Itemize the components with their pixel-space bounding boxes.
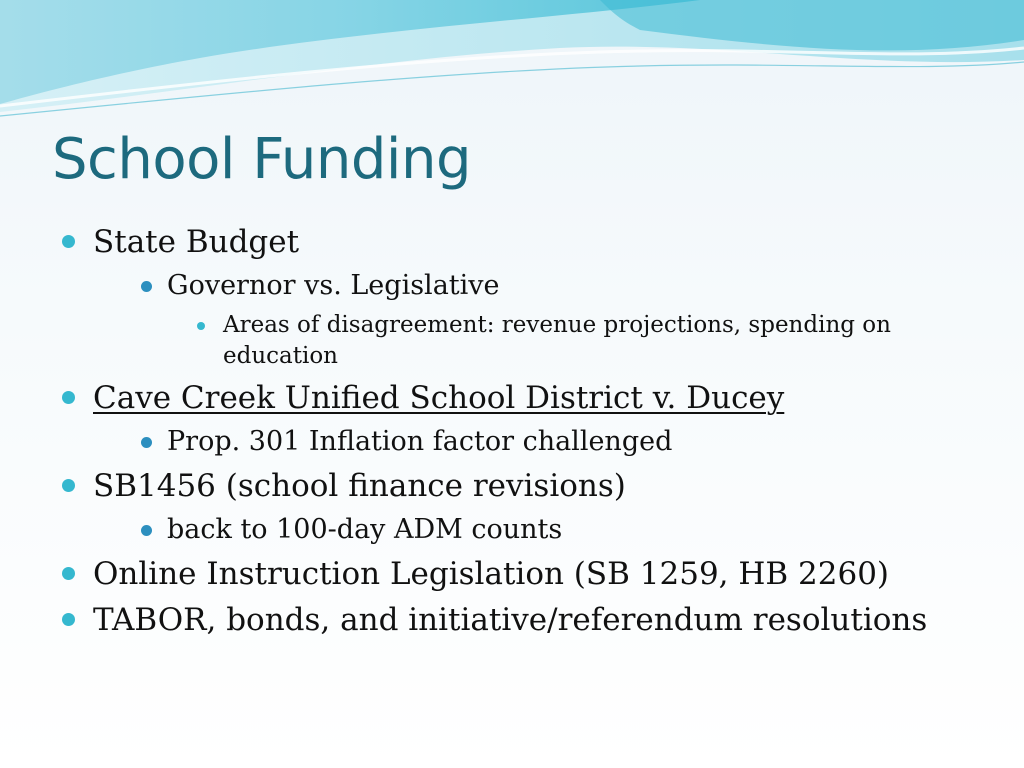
- sub-bullet-adm-counts: [141, 512, 992, 548]
- sub-bullet-text: Governor vs. Legislative: [167, 270, 500, 301]
- sub-sub-bullet-areas-of-disagreement: [197, 310, 992, 372]
- bullet-text: SB1456 (school finance revisions): [93, 468, 626, 504]
- sub-bullet-text: Prop. 301 Inflation factor challenged: [167, 426, 673, 457]
- sub-bullet-governor-vs-legislative: [141, 268, 992, 372]
- bullet-state-budget: [62, 222, 992, 372]
- sub-sub-bullet-text: Areas of disagreement: revenue projections, spending on education: [223, 312, 891, 369]
- sub-bullet-list: [141, 268, 992, 372]
- sub-bullet-list: [141, 424, 992, 460]
- bullet-text: Online Instruction Legislation (SB 1259, HB 2260): [93, 556, 890, 592]
- sub-bullet-list: [141, 512, 992, 548]
- bullet-online-instruction: [62, 554, 992, 594]
- decorative-wave-banner: [0, 0, 1024, 130]
- sub-sub-bullet-list: [197, 310, 992, 372]
- bullet-sb1456: [62, 466, 992, 548]
- slide-title: School Funding: [52, 127, 471, 192]
- sub-bullet-prop-301: [141, 424, 992, 460]
- bullet-list: [62, 222, 992, 640]
- bullet-text: State Budget: [93, 224, 300, 260]
- sub-bullet-text: back to 100-day ADM counts: [167, 514, 563, 545]
- bullet-text-underlined: Cave Creek Unified School District v. Ducey: [93, 380, 785, 416]
- bullet-cave-creek-case: [62, 378, 992, 460]
- bullet-text: TABOR, bonds, and initiative/referendum resolutions: [93, 602, 928, 638]
- bullet-tabor-bonds: [62, 600, 992, 640]
